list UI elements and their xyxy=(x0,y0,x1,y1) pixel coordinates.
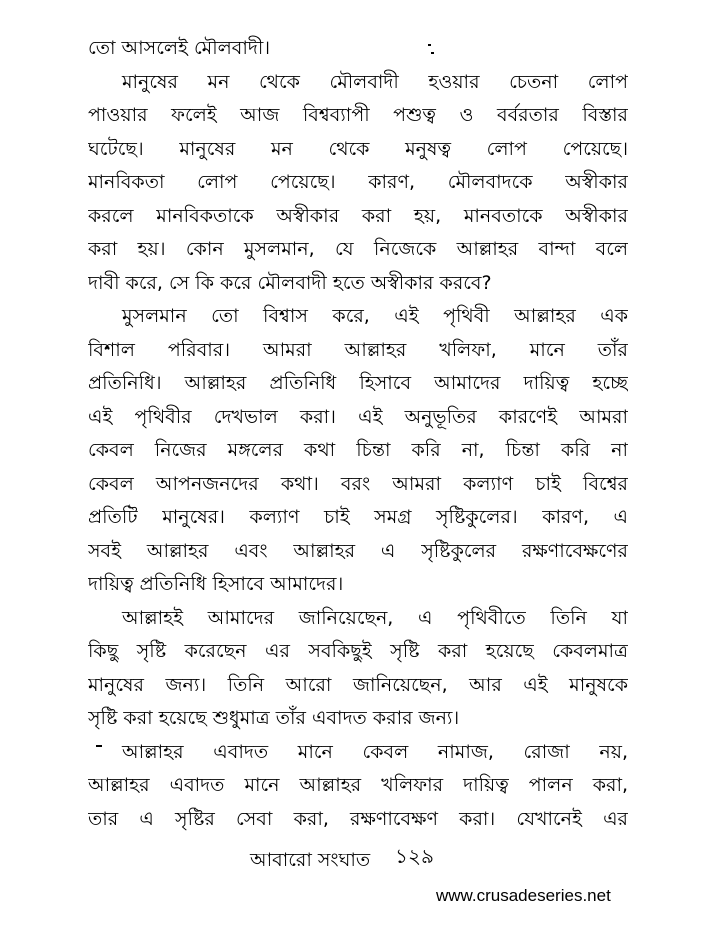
text-line-22: আল্লাহর এবাদত মানে কেবল নামাজ, রোজা নয়, xyxy=(122,740,628,763)
running-footer-title: আবারো সংঘাত xyxy=(250,849,371,871)
text-line-21: সৃষ্টি করা হয়েছে শুধুমাত্র তাঁর এবাদত করার জন্য। xyxy=(88,707,460,729)
scan-speck xyxy=(428,44,431,46)
text-line-12: এই পৃথিবীর দেখভাল করা। এই অনুভূতির কারণেই আমরা xyxy=(88,405,628,428)
text-line-2: মানুষের মন থেকে মৌলবাদী হওয়ার চেতনা লোপ xyxy=(122,70,628,93)
body-text xyxy=(88,32,628,836)
text-line-16: সবই আল্লাহর এবং আল্লাহর এ সৃষ্টিকুলের রক্ষণাবেক্ষণের xyxy=(88,539,628,562)
text-line-19: কিছু সৃষ্টি করেছেন এর সবকিছুই সৃষ্টি করা হয়েছে কেবলমাত্র xyxy=(88,640,628,662)
text-line-7: করা হয়। কোন মুসলমান, যে নিজেকে আল্লাহর বান্দা বলে xyxy=(88,238,628,260)
scan-speck xyxy=(96,745,102,747)
text-line-13: কেবল নিজের মঙ্গলের কথা চিন্তা করি না, চিন্তা করি না xyxy=(88,439,628,461)
text-line-4: ঘটেছে। মানুষের মন থেকে মনুষত্ব লোপ পেয়েছে। xyxy=(88,137,628,160)
text-line-1: তো আসলেই মৌলবাদী। xyxy=(88,37,271,59)
text-line-6: করলে মানবিকতাকে অস্বীকার করা হয়, মানবতাকে অস্বীকার xyxy=(88,204,628,227)
text-line-14: কেবল আপনজনদের কথা। বরং আমরা কল্যাণ চাই বিশ্বের xyxy=(88,472,628,495)
text-line-10: বিশাল পরিবার। আমরা আল্লাহর খলিফা, মানে তাঁর xyxy=(88,338,628,361)
text-line-3: পাওয়ার ফলেই আজ বিশ্বব্যাপী পশুত্ব ও বর্বরতার বিস্তার xyxy=(88,104,628,126)
text-line-5: মানবিকতা লোপ পেয়েছে। কারণ, মৌলবাদকে অস্বীকার xyxy=(88,171,628,193)
text-line-15: প্রতিটি মানুষের। কল্যাণ চাই সমগ্র সৃষ্টিকুলের। কারণ, এ xyxy=(88,506,628,528)
text-line-17: দায়িত্ব প্রতিনিধি হিসাবে আমাদের। xyxy=(88,573,344,595)
page-number: ১২৯ xyxy=(395,844,434,868)
text-line-11: প্রতিনিধি। আল্লাহর প্রতিনিধি হিসাবে আমাদের দায়িত্ব হচ্ছে xyxy=(88,372,628,394)
text-line-18: আল্লাহই আমাদের জানিয়েছেন, এ পৃথিবীতে তিনি যা xyxy=(122,606,628,629)
scan-speck xyxy=(431,52,434,54)
text-line-23: আল্লাহর এবাদত মানে আল্লাহর খলিফার দায়িত্ব পালন করা, xyxy=(88,774,628,796)
text-line-9: মুসলমান তো বিশ্বাস করে, এই পৃথিবী আল্লাহর এক xyxy=(122,305,628,327)
text-line-24: তার এ সৃষ্টির সেবা করা, রক্ষণাবেক্ষণ করা। যেখানেই এর xyxy=(88,807,628,830)
text-line-8: দাবী করে, সে কি করে মৌলবাদী হতে অস্বীকার করবে? xyxy=(88,271,492,294)
text-line-20: মানুষের জন্য। তিনি আরো জানিয়েছেন, আর এই মানুষকে xyxy=(88,673,628,696)
website-url: www.crusadeseries.net xyxy=(436,886,611,905)
